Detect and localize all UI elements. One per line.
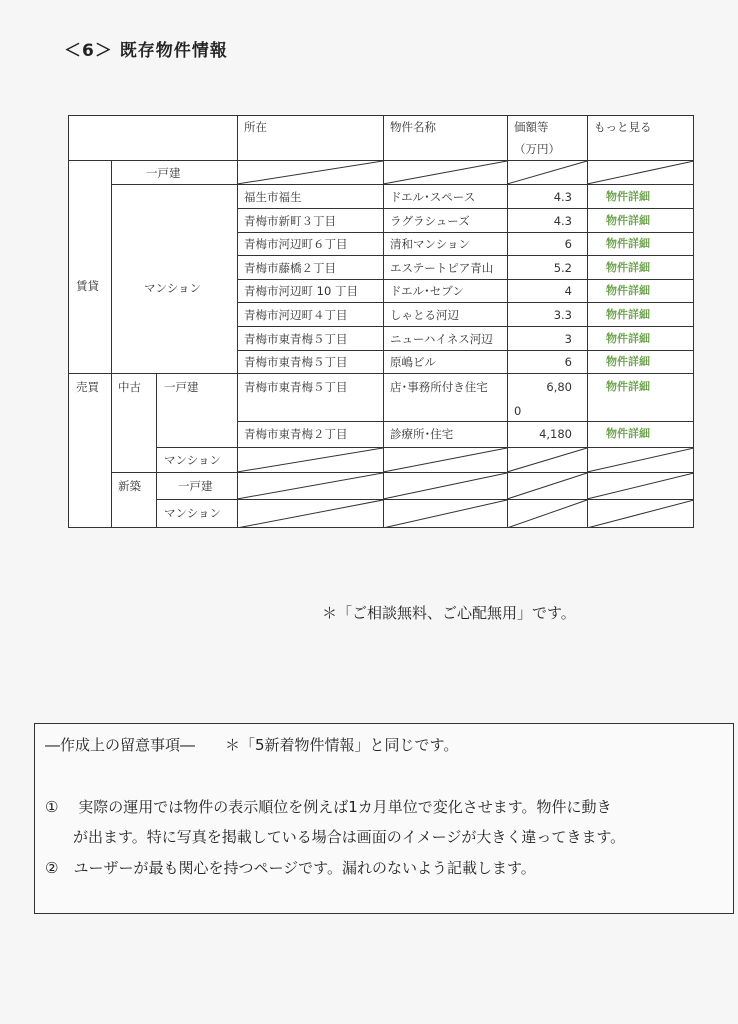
- row-name: エステートピア青山: [390, 261, 494, 275]
- detail-link[interactable]: 物件詳細: [606, 261, 650, 274]
- category-mansion: マンション: [144, 281, 201, 295]
- row-price: 4: [564, 284, 572, 298]
- row-name: 清和マンション: [390, 237, 470, 251]
- row-name: しゃとる河辺: [390, 308, 459, 322]
- category-new-house: 一戸建: [178, 479, 213, 493]
- category-used: 中古: [118, 380, 141, 394]
- notes-item-2: ② ユーザーが最も関心を持つページです。漏れのないよう記載します。: [45, 859, 536, 877]
- category-rent: 賃貸: [76, 279, 99, 293]
- row-price: 4.3: [553, 214, 572, 228]
- row-name: ラグラシューズ: [390, 214, 470, 228]
- header-price: 価額等: [514, 120, 549, 134]
- detail-link[interactable]: 物件詳細: [606, 427, 650, 440]
- row-name: ドエル･スペース: [390, 190, 476, 204]
- row-address: 青梅市新町３丁目: [244, 214, 336, 228]
- notes-box: [34, 723, 734, 914]
- header-unit: （万円）: [514, 142, 560, 156]
- sale-row-name: 診療所･住宅: [390, 427, 454, 441]
- row-address: 青梅市東青梅５丁目: [244, 355, 348, 369]
- sale-row-price: 6,80: [546, 380, 572, 394]
- page-title: ＜6＞ 既存物件情報: [64, 41, 228, 61]
- notes-item-1: ① 実際の運用では物件の表示順位を例えば1カ月単位で変化させます。物件に動き: [45, 798, 612, 816]
- row-name: ニューハイネス河辺: [390, 332, 493, 346]
- row-price: 3: [564, 332, 572, 346]
- sale-row-price: 4,180: [539, 427, 572, 441]
- detail-link[interactable]: 物件詳細: [606, 355, 650, 368]
- detail-link[interactable]: 物件詳細: [606, 237, 650, 250]
- consultation-note: ＊「ご相談無料、ご心配無用」です。: [322, 604, 576, 622]
- row-name: ドエル･セブン: [390, 284, 464, 298]
- row-price: 4.3: [553, 190, 572, 204]
- sale-row-price-wrap: 0: [514, 404, 522, 418]
- row-price: 6: [564, 355, 572, 369]
- detail-link[interactable]: 物件詳細: [606, 308, 650, 321]
- detail-link[interactable]: 物件詳細: [606, 214, 650, 227]
- sale-row-name: 店･事務所付き住宅: [390, 380, 488, 394]
- category-house: 一戸建: [146, 166, 181, 180]
- row-address: 青梅市藤橋２丁目: [244, 261, 336, 275]
- row-name: 原嶋ビル: [390, 355, 436, 369]
- header-name: 物件名称: [390, 120, 436, 134]
- sale-row-address: 青梅市東青梅５丁目: [244, 380, 348, 394]
- category-new-mansion: マンション: [164, 506, 221, 520]
- header-more: もっと見る: [594, 120, 652, 134]
- category-new: 新築: [118, 479, 141, 493]
- row-address: 青梅市東青梅５丁目: [244, 332, 348, 346]
- detail-link[interactable]: 物件詳細: [606, 332, 650, 345]
- property-table: [68, 115, 694, 528]
- detail-link[interactable]: 物件詳細: [606, 380, 650, 393]
- category-sale: 売買: [76, 380, 99, 394]
- category-used-mansion: マンション: [164, 453, 221, 467]
- row-address: 青梅市河辺町 10 丁目: [244, 284, 358, 298]
- detail-link[interactable]: 物件詳細: [606, 284, 650, 297]
- row-price: 5.2: [553, 261, 572, 275]
- notes-item-1-cont: が出ます。特に写真を掲載している場合は画面のイメージが大きく違ってきます。: [73, 828, 626, 846]
- row-price: 6: [564, 237, 572, 251]
- detail-link[interactable]: 物件詳細: [606, 190, 650, 203]
- sale-row-address: 青梅市東青梅２丁目: [244, 427, 348, 441]
- category-used-house: 一戸建: [164, 380, 199, 394]
- row-address: 青梅市河辺町６丁目: [244, 237, 348, 251]
- row-address: 福生市福生: [244, 190, 302, 204]
- header-address: 所在: [244, 120, 267, 134]
- row-price: 3.3: [553, 308, 572, 322]
- row-address: 青梅市河辺町４丁目: [244, 308, 348, 322]
- notes-header: ―作成上の留意事項― ＊「5新着物件情報」と同じです。: [45, 736, 459, 754]
